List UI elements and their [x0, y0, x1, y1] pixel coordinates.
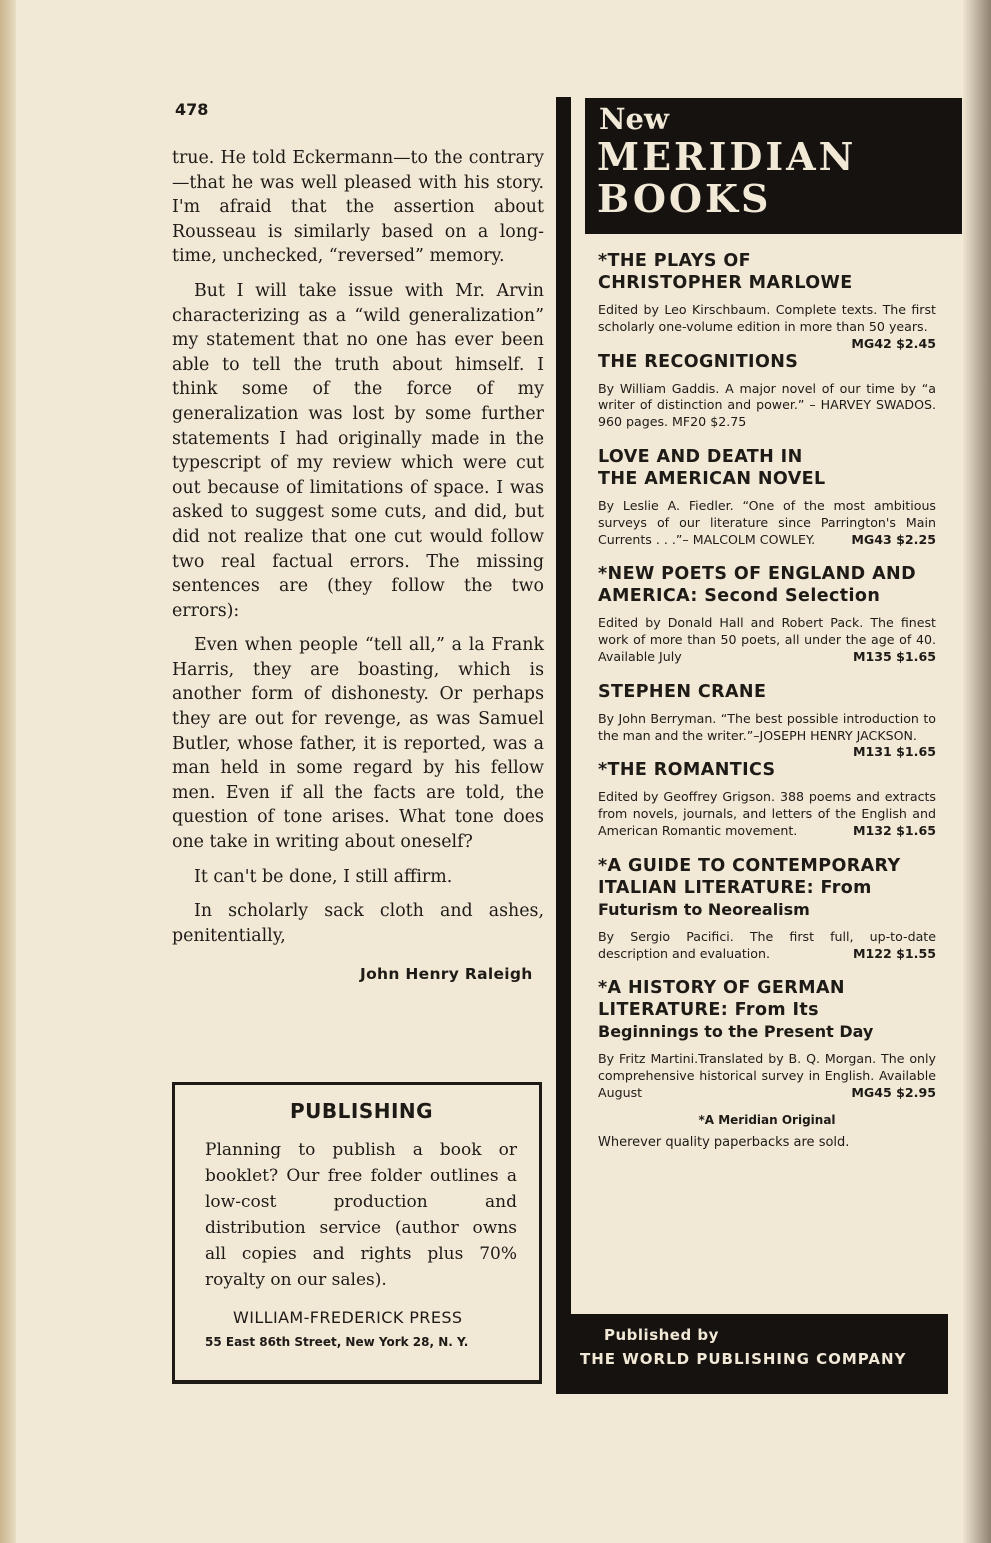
book-title — [598, 681, 936, 703]
published-by-label: Published by — [604, 1326, 719, 1344]
publishing-ad-address: 55 East 86th Street, New York 28, N. Y. — [205, 1335, 469, 1349]
meridian-title — [597, 136, 856, 220]
book-listing — [598, 563, 936, 665]
book-title-line: Beginnings to the Present Day — [598, 1022, 874, 1042]
book-description-text: By Sergio Pacifici. The first full, up-to-date description and evaluation. — [598, 928, 936, 961]
availability-note: Wherever quality paperbacks are sold. — [598, 1134, 850, 1150]
publisher-name: THE WORLD PUBLISHING COMPANY — [580, 1350, 907, 1368]
letter-closing: In scholarly sack cloth and ashes, penitentially, — [172, 901, 544, 946]
book-title-line: CHRISTOPHER MARLOWE — [598, 273, 853, 293]
book-description-text: Edited by Geoffrey Grigson. 388 poems and extracts from novels, journals, and letters of the English and American Romantic movement. — [598, 789, 936, 838]
book-title-line: *NEW POETS OF ENGLAND AND — [598, 564, 917, 585]
book-title — [598, 446, 936, 490]
book-description — [598, 381, 936, 431]
book-description — [598, 929, 936, 963]
letter-text — [172, 146, 544, 958]
page-number: 478 — [175, 100, 209, 119]
publishing-ad-body: Planning to publish a book or booklet? Our free folder outlines a low-cost production and distribution service (author owns all copies and rights plus 70% royalty on our sales). — [205, 1140, 517, 1290]
meridian-title-line: MERIDIAN — [597, 134, 857, 179]
book-description-text: Edited by Leo Kirschbaum. Complete texts. The first scholarly one-volume edition in more than 50 years. — [598, 302, 936, 334]
book-title-line: STEPHEN CRANE — [598, 681, 767, 702]
book-title-line: *A GUIDE TO CONTEMPORARY — [598, 855, 901, 876]
book-title-line: *THE ROMANTICS — [598, 760, 776, 781]
original-note: *A Meridian Original — [698, 1112, 836, 1127]
book-title-line: ITALIAN LITERATURE: From — [598, 877, 872, 898]
book-listing — [598, 250, 936, 351]
publishing-ad-title: PUBLISHING — [290, 1099, 434, 1123]
meridian-book-listings — [598, 250, 936, 1150]
book-title-line: THE RECOGNITIONS — [598, 351, 799, 372]
book-title — [598, 563, 936, 607]
book-description — [598, 302, 936, 351]
meridian-new-label: New — [599, 102, 669, 136]
publisher-footer — [556, 1314, 948, 1394]
book-description-text: By William Gaddis. A major novel of our time by “a writer of distinction and power.” – HARVEY SWADOS. 960 pages. MF20 $2.75 — [598, 380, 936, 430]
page-edge-shadow — [963, 0, 991, 1543]
book-description — [598, 710, 936, 760]
meridian-title-line: BOOKS — [597, 176, 772, 221]
book-listing — [598, 977, 936, 1101]
book-title-line: *THE PLAYS OF — [598, 251, 752, 271]
book-title-line: AMERICA: Second Selection — [598, 586, 881, 607]
book-title-line: LOVE AND DEATH IN — [598, 446, 803, 467]
book-code: MG42 $2.45 — [851, 335, 936, 351]
book-listing — [598, 351, 936, 431]
book-description — [598, 615, 936, 665]
book-description — [598, 789, 936, 839]
book-title-line: *A HISTORY OF GERMAN — [598, 978, 845, 999]
book-code: MG43 $2.25 — [851, 531, 936, 547]
book-listing — [598, 681, 936, 760]
letter-paragraph: true. He told Eckermann—to the contrary—that he was well pleased with his story. I'm afraid that the assertion about Rousseau is similarly based on a long-time, unchecked, “reversed” memory. — [172, 148, 544, 267]
letter-paragraph: It can't be done, I still affirm. — [194, 866, 453, 887]
book-listing — [598, 855, 936, 963]
letter-paragraph: Even when people “tell all,” a la Frank Harris, they are boasting, which is another form of dishonesty. Or perhaps they are out for revenge, as was Samuel Butler, whose father, it is reported, was a man held in some regard by his fellow men. Even if all the facts are told, the question of tone arises. What tone does one take in writing about oneself? — [172, 635, 544, 853]
book-description-text: By Fritz Martini.Translated by B. Q. Morgan. The only comprehensive historical survey in English. Available August — [598, 1051, 936, 1100]
letter-signature: John Henry Raleigh — [360, 965, 533, 983]
book-title — [598, 759, 936, 781]
book-code: M135 $1.65 — [852, 648, 936, 664]
publishing-ad — [172, 1082, 542, 1384]
book-listing — [598, 759, 936, 839]
book-title — [598, 250, 936, 294]
book-code: M131 $1.65 — [852, 744, 936, 760]
publishing-ad-press: WILLIAM-FREDERICK PRESS — [233, 1308, 463, 1327]
page-binding-shadow — [0, 0, 16, 1543]
book-title — [598, 855, 936, 921]
book-description — [598, 498, 936, 548]
book-title-line: Futurism to Neorealism — [598, 899, 810, 919]
book-listing — [598, 446, 936, 548]
book-title-line: LITERATURE: From Its — [598, 1000, 819, 1021]
letter-paragraph: But I will take issue with Mr. Arvin characterizing as a “wild generalization” my statement that no one has ever been able to tell the truth about himself. I think some of the force of my generalization was lost by some further statements I had originally made in the typescript of my review which were cut out because of limitations of space. I was asked to suggest some cuts, and did, but did not realize that one cut would follow two real factual errors. The missing sentences are (they follow the two errors): — [172, 280, 544, 621]
book-title — [598, 351, 936, 373]
meridian-header — [585, 98, 962, 234]
book-title-line: THE AMERICAN NOVEL — [598, 468, 826, 489]
book-code: M122 $1.55 — [852, 945, 936, 961]
book-description-text: By John Berryman. “The best possible introduction to the man and the writer.”–JOSEPH HENRY JACKSON. — [598, 710, 936, 743]
book-description-text: By Leslie A. Fiedler. “One of the most ambitious surveys of our literature since Parrington's Main Currents . . .”– MALCOLM COWLEY. — [598, 497, 936, 547]
book-code: M132 $1.65 — [852, 822, 936, 838]
book-description — [598, 1051, 936, 1101]
meridian-ad-left-bar — [556, 97, 571, 1314]
book-title — [598, 977, 936, 1043]
book-description-text: Edited by Donald Hall and Robert Pack. The finest work of more than 50 poets, all under the age of 40. Available July — [598, 615, 936, 664]
book-code: MG45 $2.95 — [851, 1084, 936, 1100]
